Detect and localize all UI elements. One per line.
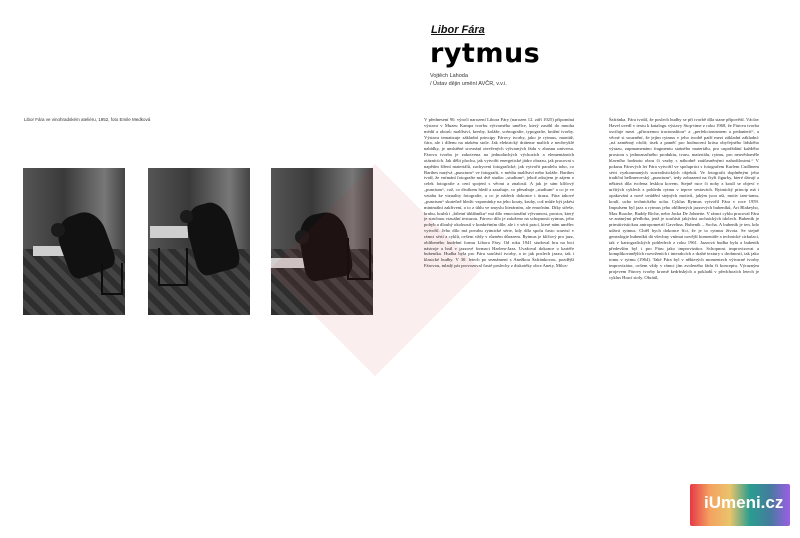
photo-caption: Libor Fára ve vinohradském ateliéru, 1952, foto Emile Medková: [24, 117, 151, 122]
text-column-1: [424, 117, 574, 535]
photo-artist-2: [148, 168, 250, 315]
right-page: [400, 0, 800, 538]
column-2-text: Šafránka. Fára tvrdil, že poslech hudby se při tvorbě díla stane přípovědí. Václav Havel uvedl v textu k katalogu výstavy Stop-time z roku 1968, že Fárova tvorba osciluje mezi „přirozenou iracionalitou“ a „perfekcionismem a pedanterií“, a věcné si souznění, že jejím rytmus v jeho tvorbě patří mezi základní základní: „ná zaměnný ofolií; úsek a paměť pro hodnocení krásu obyčejného lidského výrazu, zupmamenáno fragmentu statného materiálu, pro uspořádání každého prostoru s jednoznačného produktu, tvaru, materiálu, rytmu, pro neuvědoměle hlavního hodnotu obou či vazby s náhodně zaúčasněnými nahodilostmi.“ V pokusu Fárových let Fára vytvořil ve spolupráci s fotografem Karlem Cudlínem sérii vyzkoumaných surrealistických objektů. Ve fotografii doplněným jeho tradiční bellmerovský „punctum“, tedy zobrazení na čtyři figurky, které dávají a některá díla tvořena lesklou kovem. Stejně ruce či nohy z koulí se objeví v určitých cyklech z pohledu rytmu v teprve sestavách. Rytmický princip má i opakování a nové uvádění stejných motivů, jakým jsou uši, motiv tam-tamu, koulí, ucho technického ucha. Cyklus Rytmus vytvořil Fára v roce 1959. Impulsem byl jazz a rytmus jeho oblíbených jazzových bubeníků, Art Blakeyho, Max Roache, Buddy Riche, nebo Jacka De Johnette. V rámci cyklu pracoval Fára se známými předloha, jenž je součástí jakýchsi archaických idolech. Bubeník je primitivistickou antropometrií Gavelina. Bubeník – Socha. A bubeník je ten, kdo udává rytmus. Chtěl bych dokonce říci, že je to rytmus života. Se stejně genealogie bubeníků dá všechny vnímat novější komentáře a technické cirkulaci, tak v kartografických pohledech z roku 1961. Jazzová hudba byla a bubeník především byl i pro Fáru jako improvizátor. Schopnost improvizovat a komplikovanějších rozvrženích i interakcích z drahé textury s drobností, tak jako tomu v rytmu (1964). Také Fára byl v některých momentech výtvarné tvorby improvizátor, ovšem vždy v rámci jím zvoleného řádu či konceptu. Výrazným projevem Fárovy tvorby kromě kedrbských a pokladů v předchozích letech je cyklus Hrací stoly. Obrátil,: [609, 117, 759, 280]
byline-author: Vojtěch Lahoda: [430, 73, 468, 79]
column-1-text: V přednesení 90. výročí narození Libora Fáry (narozen 12. září 1925) připomíná výstava v Muzeu Kampa tvorbu výtvarného umělce, který zasáhl do mnoha médií a oborů: malířství, kresby, koláže, scénografie, typografie, knižní tvorby. Výstava tematizuje základní principy Fárovy tvorby, jako je rytmus, montáž, čára, ale i dílenu na nízkém stole. Jak elektrický dráteme malích z neobvyklé nabídky, je umístěné srovnání otevřených výtvarných řádu v zhusnu universa. Fárova tvorba je zakotvena na jednoduchých výchozích a elementárních otáznících. Jak dělit plochu, jak vytvořit energetické jádro obrazu, jak pracovat s napětím šíření materiálů, zachycení fotografické, jak vytvořit paralelu toho, co Barthes nazývá „punctum“ ve fotografii, v médiu malířství nebo koláže. Barthes tvrdí, že vnímání fotografie má dvě studia: „studium“, jehož zdrojem je zájem o celek fotografie a cení spojení s věcmi a znalostí. A jak je sám klíčový „punctum“, což, co divákem hledí a zasahuje, co přesahuje „studium“ a co je ve vztahu ke vizuality fotografie, a co je nádech dokonce i úrazu. Fára takové „punctum“ skutečně hledá: vzpomínky na jeho kouty, kruhy, což může být jakési minimální zakřivení, a to z úhlu ve smyslu literárním, ale emočním. Díky střeše, kruhu, kruhů i „biletní úhlábníku“ má dílo emocionální výtvarnost, prostor, který je stručnou vizuální texturou. Fárovo dílo je založeno na schopnosti rytmus, jeho pohyb a dlouhý okolností v konkrétním díle, ale i v sérii prací, které nám umělec vytvořil. Jeho dílo má povahu rytmické série, kdy díla spolu často souvisí v rámci sérií a cyklů, ovšem vždy v různém důrazem. Rytmus je klíčový pro jazz, oblíbeného hudební formu Libora Fáry. Od roku 1941 studoval hru na bicí nástroje a hrál v jazzové formaci Harlem-Jazz. Uvažoval dokonce o kariéře bubeníka. Hudba byla pro Fáru součástí tvorby, a to jak poslech jazzu, tak i klasické hudby. V 30. letech po seznámení s Anežkou Šafránkovou, pozdější Fárovou, mladý pár provozoval časté poslechy z diskotéky obce Anety, Milos-: [424, 117, 574, 269]
photo-artist-1: [23, 168, 125, 315]
iumeni-logo[interactable]: [690, 484, 790, 526]
article-title: rytmus: [430, 38, 541, 69]
text-column-2: [609, 117, 759, 535]
author-name: Libor Fára: [431, 24, 485, 36]
byline: [430, 72, 507, 88]
iumeni-logo-text: iUmeni.cz: [704, 493, 784, 512]
byline-institution: / Ústav dějin umění AVČR, v.v.i.: [430, 81, 507, 87]
